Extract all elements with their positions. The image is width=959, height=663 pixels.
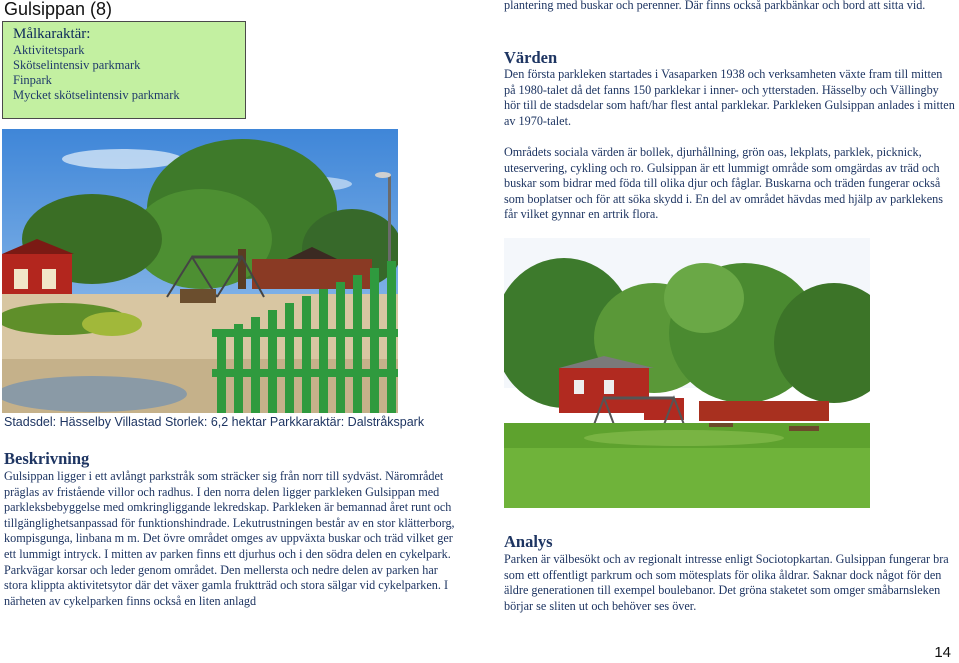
target-character-box — [2, 21, 246, 119]
page-number: 14 — [934, 644, 951, 661]
description-body: Gulsippan ligger i ett avlångt parkstråk som sträcker sig från norr till sydväst. Närområdet präglas av fristående villor och radhus. I den norra delen ligger parkleken Gulsippan med parkleksbebyggelse med omkringliggande lekredskap. Parkleken är bemannad året runt och tillgänglighetsanpassad för funktionshindrade. Lekutrustningen består av en stor klätterborg, kompisgunga, linbana m m. Det övre området omges av uppväxta buskar och träd vilket ger ett lummigt intryck. I mitten av parken finns ett djurhus och i den södra delen en cykelpark. Parkvägar korsar och leder genom området. Den mellersta och nedre delen av parken har stora klippta aktivitetsytor där det växer gamla fruktträd och stora sälgar vid cykelparken. I närheten av cykelparken finns också en liten anlagd — [4, 469, 455, 608]
analysis-body: Parken är välbesökt och av regionalt intresse enligt Sociotopkartan. Gulsippan fungerar bra som ett offentligt parkrum och som mötesplats för olika åldrar. Saknar dock något för den äldre generationen till exempel boulebanor. Det gröna staketet som omger småbarnsleken börjar se sliten ut och behöver ses över. — [504, 552, 949, 613]
park-image — [504, 238, 870, 513]
values-heading: Värden — [504, 48, 558, 67]
intro-paragraph: plantering med buskar och perenner. Där finns också parkbänkar och bord att sitta vid. — [504, 0, 926, 12]
park-photo — [504, 238, 870, 513]
playground-photo — [2, 129, 398, 413]
target-line: Finpark — [13, 73, 52, 87]
playground-image — [2, 129, 398, 413]
page-title: Gulsippan (8) — [4, 0, 113, 19]
photo-caption: Stadsdel: Hässelby Villastad Storlek: 6,2 hektar Parkkaraktär: Dalstråkspark — [4, 415, 425, 429]
target-heading: Målkaraktär: — [13, 26, 91, 42]
target-line: Aktivitetspark — [13, 43, 85, 57]
target-line: Mycket skötselintensiv parkmark — [13, 88, 180, 102]
analysis-heading: Analys — [504, 532, 553, 551]
target-line: Skötselintensiv parkmark — [13, 58, 141, 72]
description-heading: Beskrivning — [4, 449, 90, 468]
values-paragraph-1: Den första parkleken startades i Vasaparken 1938 och verksamheten växte fram till mitten på 1980-talet då det fanns 150 parklekar i inner- och ytterstaden. Hässelby och Vällingby hör till de stadsdelar som haft/har flest antal parklekar. Parkleken Gulsippan anlades i mitten av 1970-talet. — [504, 67, 955, 128]
values-paragraph-2: Områdets sociala värden är bollek, djurhållning, grön oas, lekplats, parklek, picknick, uteservering, cykling och ro. Gulsippan är ett lummigt område som omgärdas av träd och buskar som bidrar med föda till olika djur och fåglar. Buskarna och träden fungerar också som boplatser och för att söka skydd i. En del av området hävdas med hjälp av parklekens får vilket gynnar en artrik flora. — [504, 145, 943, 222]
